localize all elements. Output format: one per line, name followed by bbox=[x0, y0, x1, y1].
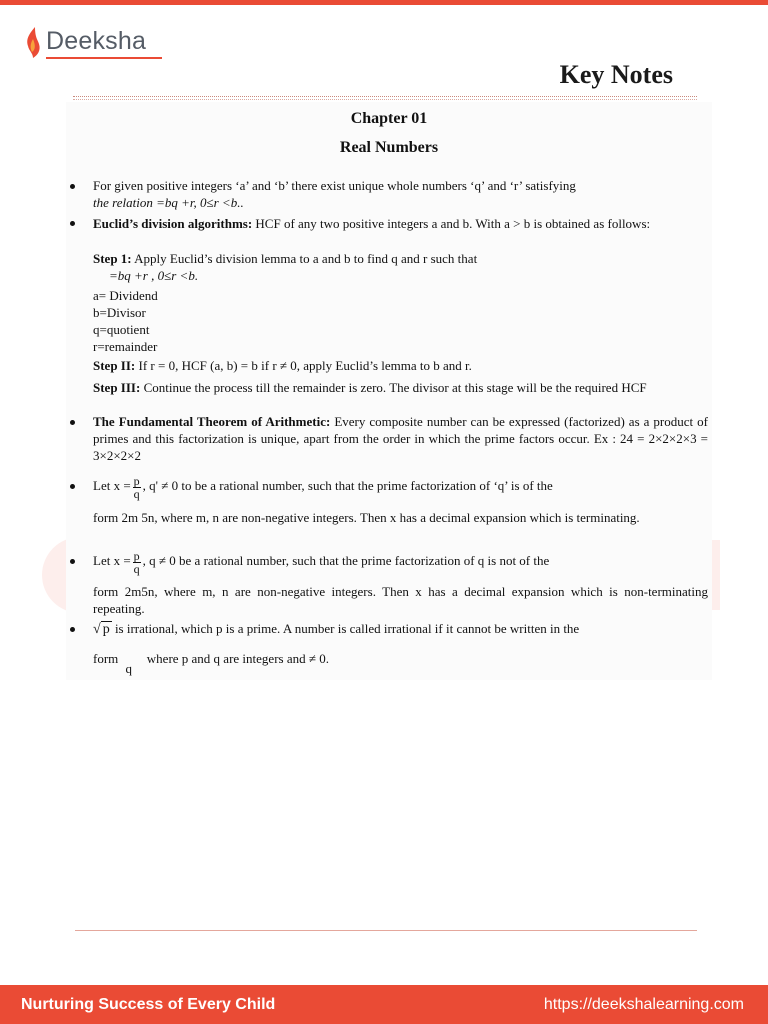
footer-url-link[interactable]: https://deekshalearning.com bbox=[543, 996, 744, 1013]
step-3-label: Step III: bbox=[93, 380, 141, 395]
step-3-text: Continue the process till the remainder is zero. The divisor at this stage will be the required HCF bbox=[140, 380, 647, 395]
fraction-p-over-q: $\frac{p}{q}$ bbox=[133, 473, 140, 501]
non-terminating-text: , q ≠ 0 be a rational number, such that the prime factorization of q is not of the bbox=[142, 553, 550, 568]
step-1-text: Apply Euclid’s division lemma to a and b to find q and r such that bbox=[131, 251, 478, 266]
non-terminating-lead: Let x = bbox=[93, 553, 131, 568]
bullet-dot bbox=[70, 420, 75, 425]
header-divider-secondary bbox=[73, 99, 697, 100]
bullet-dot bbox=[70, 221, 75, 226]
theorem-heading: The Fundamental Theorem of Arithmetic: bbox=[93, 414, 331, 429]
list-item-terminating bbox=[93, 468, 708, 504]
footer-tagline: Nurturing Success of Every Child bbox=[21, 996, 276, 1013]
list-item-euclid bbox=[93, 215, 708, 232]
bullet-dot bbox=[70, 184, 75, 189]
brand-underline bbox=[46, 57, 162, 59]
list-item-non-terminating bbox=[93, 543, 708, 579]
footer-divider bbox=[75, 930, 697, 931]
terminating-text: , q' ≠ 0 to be a rational number, such that the prime factorization of ‘q’ is of the bbox=[142, 478, 553, 493]
non-terminating-line-2: form 2m5n, where m, n are non-negative integers. Then x has a decimal expansion which is non-terminating repeating. bbox=[93, 584, 708, 616]
bullet-dot bbox=[70, 484, 75, 489]
square-root-p: √ p bbox=[93, 622, 110, 637]
form-denominator: q bbox=[125, 661, 133, 676]
euclid-heading: Euclid’s division algorithms: bbox=[93, 216, 253, 231]
def-dividend: a= Dividend bbox=[93, 288, 158, 303]
chapter-title: Real Numbers bbox=[339, 139, 439, 156]
list-item-integers bbox=[93, 177, 708, 211]
irrational-text: is irrational, which p is a prime. A number is called irrational if it cannot be written in the bbox=[111, 621, 580, 636]
list-item-fundamental-theorem bbox=[93, 413, 708, 464]
definition-list bbox=[93, 287, 708, 355]
bullet-dot bbox=[70, 559, 75, 564]
terminating-line-2: form 2m 5n, where m, n are non-negative integers. Then x has a decimal expansion which is terminating. bbox=[93, 510, 640, 525]
brand-name: Deeksha bbox=[46, 27, 147, 55]
def-divisor: b=Divisor bbox=[93, 305, 146, 320]
fraction-p-over-q: $\frac{p}{q}$ bbox=[133, 548, 140, 576]
euclid-text: HCF of any two positive integers a and b. With a > b is obtained as follows: bbox=[252, 216, 651, 231]
step-1 bbox=[93, 250, 708, 267]
chapter-heading: Chapter 01 bbox=[350, 110, 428, 127]
irrational-condition: where p and q are integers and ≠ 0. bbox=[146, 651, 329, 666]
footer-bar bbox=[0, 985, 768, 1024]
def-remainder: r=remainder bbox=[93, 339, 158, 354]
def-quotient: q=quotient bbox=[93, 322, 150, 337]
deeksha-logo[interactable] bbox=[24, 26, 146, 62]
terminating-lead: Let x = bbox=[93, 478, 131, 493]
step-1-equation: =bq +r , 0≤r <b. bbox=[109, 268, 199, 283]
integers-line-1: For given positive integers ‘a’ and ‘b’ there exist unique whole numbers ‘q’ and ‘r’ satisfying bbox=[93, 178, 576, 193]
page-title: Key Notes bbox=[559, 60, 673, 89]
form-label: form bbox=[93, 651, 119, 666]
list-item-irrational bbox=[93, 620, 708, 638]
notes-panel bbox=[66, 102, 712, 680]
step-2 bbox=[93, 357, 708, 374]
header-divider bbox=[73, 96, 697, 97]
step-2-text: If r = 0, HCF (a, b) = b if r ≠ 0, apply Euclid’s lemma to b and r. bbox=[135, 358, 472, 373]
theorem-text: Every composite number can be expressed (factorized) as a product of primes and this factorization is unique, apart from the order in which the prime factors occur. Ex : 24 = 2×2×2×3 = 3×2×2×2 bbox=[93, 414, 708, 463]
step-1-label: Step 1: bbox=[93, 251, 132, 266]
flame-icon bbox=[24, 26, 44, 62]
bullet-dot bbox=[70, 627, 75, 632]
step-2-label: Step II: bbox=[93, 358, 136, 373]
step-3 bbox=[93, 379, 708, 396]
irrational-line-2 bbox=[93, 650, 708, 676]
top-accent-bar bbox=[0, 0, 768, 5]
integers-relation: the relation =bq +r, 0≤r <b.. bbox=[93, 195, 244, 210]
